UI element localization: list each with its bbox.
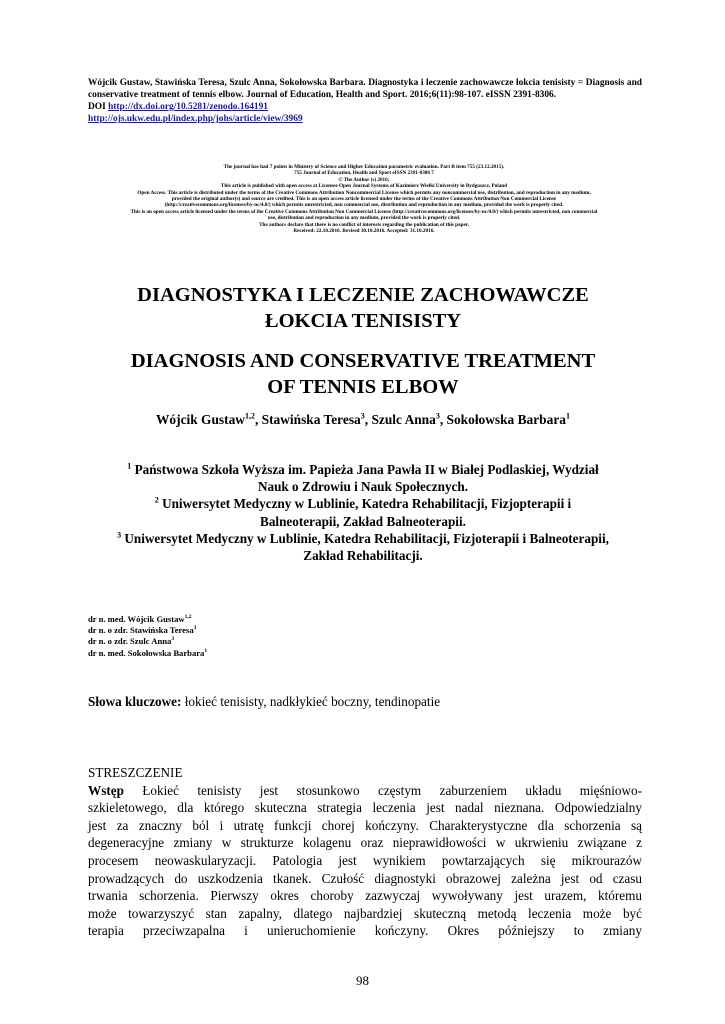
author-name: Wójcik Gustaw bbox=[156, 412, 245, 427]
affiliation-line bbox=[88, 495, 638, 512]
abstract-line bbox=[88, 834, 642, 852]
author-affil-ref: 1,2 bbox=[244, 411, 255, 421]
author-separator: , bbox=[254, 412, 262, 427]
abstract-line-text: Łokieć tenisisty jest stosunkowo częstym zaburzeniem układu mięśniowo- bbox=[123, 782, 642, 798]
abstract-line bbox=[88, 887, 642, 905]
notice-line: (http://creativecommons.org/licenses/by-nc/4.0/) which permits unrestricted, non commercial use, distribution and reproduction in any medium, provided the work is properly cited. bbox=[164, 202, 564, 209]
abstract-line-text: degeneracyjne zmiany w strukturze kolagenu oraz nieprawidłowości w ukrwieniu związane z bbox=[88, 835, 642, 851]
author-degree-line bbox=[88, 614, 388, 625]
notice-line: This is an open access article licensed under the terms of the Creative Commons Attribution Non Commercial License (http://creativecommons.org/licenses/by-nc/4.0/) which permits unrestricted, non commercial bbox=[130, 208, 598, 215]
author-name: Szulc Anna bbox=[371, 412, 436, 427]
license-notice bbox=[84, 164, 644, 234]
author-list bbox=[80, 411, 646, 429]
affiliations bbox=[88, 461, 638, 564]
notice-line: © The Author (s) 2016; bbox=[338, 176, 390, 183]
author-degree-ref: 3 bbox=[193, 625, 197, 632]
affiliation-line bbox=[88, 530, 638, 547]
notice-line: 755 Journal of Education, Health and Sport eISSN 2391-8306 7 bbox=[294, 170, 434, 177]
title-line: DIAGNOSTYKA I LECZENIE ZACHOWAWCZE bbox=[137, 284, 589, 306]
author-degree-line bbox=[88, 625, 388, 636]
author-name: Stawińska Teresa bbox=[261, 412, 361, 427]
affiliation-text: Zakład Rehabilitacji. bbox=[303, 548, 423, 564]
abstract-line-text: procesem neowaskularyzacji. Patologia jest wynikiem powtarzających się mikrourazów bbox=[88, 852, 642, 868]
notice-line: Open Access. This article is distributed under the terms of the Creative Commons Attribution Noncommercial License which permits any noncommercial use, distribution, and reproduction in any medium, bbox=[137, 189, 591, 196]
abstract-heading: STRESZCZENIE bbox=[88, 765, 183, 780]
page-number: 98 bbox=[356, 973, 369, 988]
title-polish bbox=[80, 282, 646, 334]
affiliation-line bbox=[88, 547, 638, 564]
affiliation-number: 2 bbox=[154, 496, 159, 506]
abstract-line bbox=[88, 870, 642, 888]
author-degree-text: dr n. med. Wójcik Gustaw bbox=[88, 614, 185, 624]
notice-line: The authors declare that there is no conflict of interests regarding the publication of this paper. bbox=[259, 221, 469, 228]
notice-line: use, distribution and reproduction in any medium, provided the work is properly cited. bbox=[267, 215, 461, 222]
journal-link[interactable]: http://ojs.ukw.edu.pl/index.php/johs/article/view/3969 bbox=[88, 114, 303, 124]
author-degree-ref: 1,2 bbox=[184, 614, 192, 621]
doi-prefix: DOI bbox=[88, 102, 106, 112]
abstract bbox=[88, 764, 642, 940]
abstract-line-text: prowadzących do uszkodzenia tkanek. Czułość diagnostyki obrazowej zależna jest od czasu bbox=[88, 870, 642, 886]
author-affil-ref: 3 bbox=[435, 411, 440, 421]
keywords-value: łokieć tenisisty, nadkłykieć boczny, tendinopatie bbox=[181, 694, 441, 709]
author-degree-text: dr n. o zdr. Stawińska Teresa bbox=[88, 625, 194, 636]
author-affil-ref: 1 bbox=[565, 411, 570, 421]
author-degree-line bbox=[88, 636, 388, 647]
abstract-line-text: trwania schorzenia. Pierwszy okres choroby zazwyczaj wywoływany jest urazem, któremu bbox=[88, 888, 642, 904]
abstract-line bbox=[88, 905, 642, 923]
author-separator: , bbox=[364, 412, 372, 427]
author-degree-text: dr n. o zdr. Szulc Anna bbox=[88, 636, 172, 647]
citation-text: Wójcik Gustaw, Stawińska Teresa, Szulc Anna, Sokołowska Barbara. Diagnostyka i leczenie zachowawcze łokcia tenisisty = Diagnosis and conservative treatment of tennis elbow. Journal of Education, Health and Sport. 2016;6(11):98-107. eISSN 2391-8306. bbox=[88, 78, 642, 100]
abstract-line-text: szkieletowego, dla którego skuteczna strategia leczenia jest nadal nieznana. Odpowiedzialny bbox=[88, 800, 642, 816]
notice-line: The journal has had 7 points in Ministry of Science and Higher Education parametric evaluation. Part B item 755 (23.12.2015). bbox=[223, 164, 505, 170]
author-degrees bbox=[88, 614, 388, 659]
notice-line: Received: 22.10.2016. Revised 30.10.2016. Accepted: 31.10.2016. bbox=[293, 228, 435, 235]
affiliation-text: Uniwersytet Medyczny w Lublinie, Katedra Rehabilitacji, Fizjoterapii i Balneoterapii, bbox=[124, 530, 609, 546]
keywords-label: Słowa kluczowe: bbox=[88, 694, 182, 709]
title-line: DIAGNOSIS AND CONSERVATIVE TREATMENT bbox=[130, 350, 596, 372]
abstract-line-text: może towarzyszyć stan zapalny, dlatego najbardziej skuteczną metodą leczenia może być bbox=[88, 905, 642, 921]
author-separator: , bbox=[439, 412, 447, 427]
notice-line: provided the original author(s) and source are credited. This is an open access article licensed under the terms of the Creative Commons Attribution Non Commercial License bbox=[171, 196, 557, 203]
affiliation-line bbox=[88, 478, 638, 495]
abstract-line bbox=[88, 782, 642, 800]
author-name: Sokołowska Barbara bbox=[446, 412, 566, 427]
author-degree-ref: 3 bbox=[171, 636, 175, 643]
affiliation-number: 3 bbox=[117, 530, 122, 540]
abstract-lead: Wstęp bbox=[88, 782, 124, 798]
abstract-body bbox=[88, 782, 642, 940]
abstract-line-text: jest za znaczny ból i utratę funkcji chorej kończyny. Charakterystyczne dla schorzenia są bbox=[88, 817, 642, 833]
affiliation-text: Uniwersytet Medyczny w Lublinie, Katedra Rehabilitacji, Fizjopterapii i bbox=[162, 496, 572, 512]
title-line: OF TENNIS ELBOW bbox=[267, 376, 459, 398]
keywords bbox=[88, 693, 642, 710]
abstract-line bbox=[88, 922, 642, 940]
author-degree-ref: 1 bbox=[204, 647, 208, 654]
affiliation-line bbox=[88, 513, 638, 530]
abstract-line-text: terapia przeciwzapalna i unieruchomienie kończyny. Okres późniejszy to zmiany bbox=[88, 923, 642, 939]
affiliation-line bbox=[88, 461, 638, 478]
title-english bbox=[80, 348, 646, 400]
affiliation-text: Nauk o Zdrowiu i Nauk Społecznych. bbox=[257, 479, 469, 495]
citation-block bbox=[88, 77, 642, 125]
affiliation-text: Balneoterapii, Zakład Balneoterapii. bbox=[260, 513, 466, 529]
title-line: ŁOKCIA TENISISTY bbox=[264, 310, 462, 332]
affiliation-number: 1 bbox=[127, 461, 132, 471]
abstract-line bbox=[88, 852, 642, 870]
author-degree-text: dr n. med. Sokołowska Barbara bbox=[88, 647, 205, 658]
doi-link[interactable]: http://dx.doi.org/10.5281/zenodo.164191 bbox=[108, 102, 268, 112]
abstract-line bbox=[88, 817, 642, 835]
abstract-line bbox=[88, 799, 642, 817]
author-degree-line bbox=[88, 648, 388, 659]
affiliation-text: Państwowa Szkoła Wyższa im. Papieża Jana Pawła II w Białej Podlaskiej, Wydział bbox=[134, 462, 599, 477]
author-affil-ref: 3 bbox=[360, 411, 365, 421]
notice-line: This article is published with open access at Licensee Open Journal Systems of Kazimierz Wielki University in Bydgoszcz, Poland bbox=[220, 183, 508, 190]
